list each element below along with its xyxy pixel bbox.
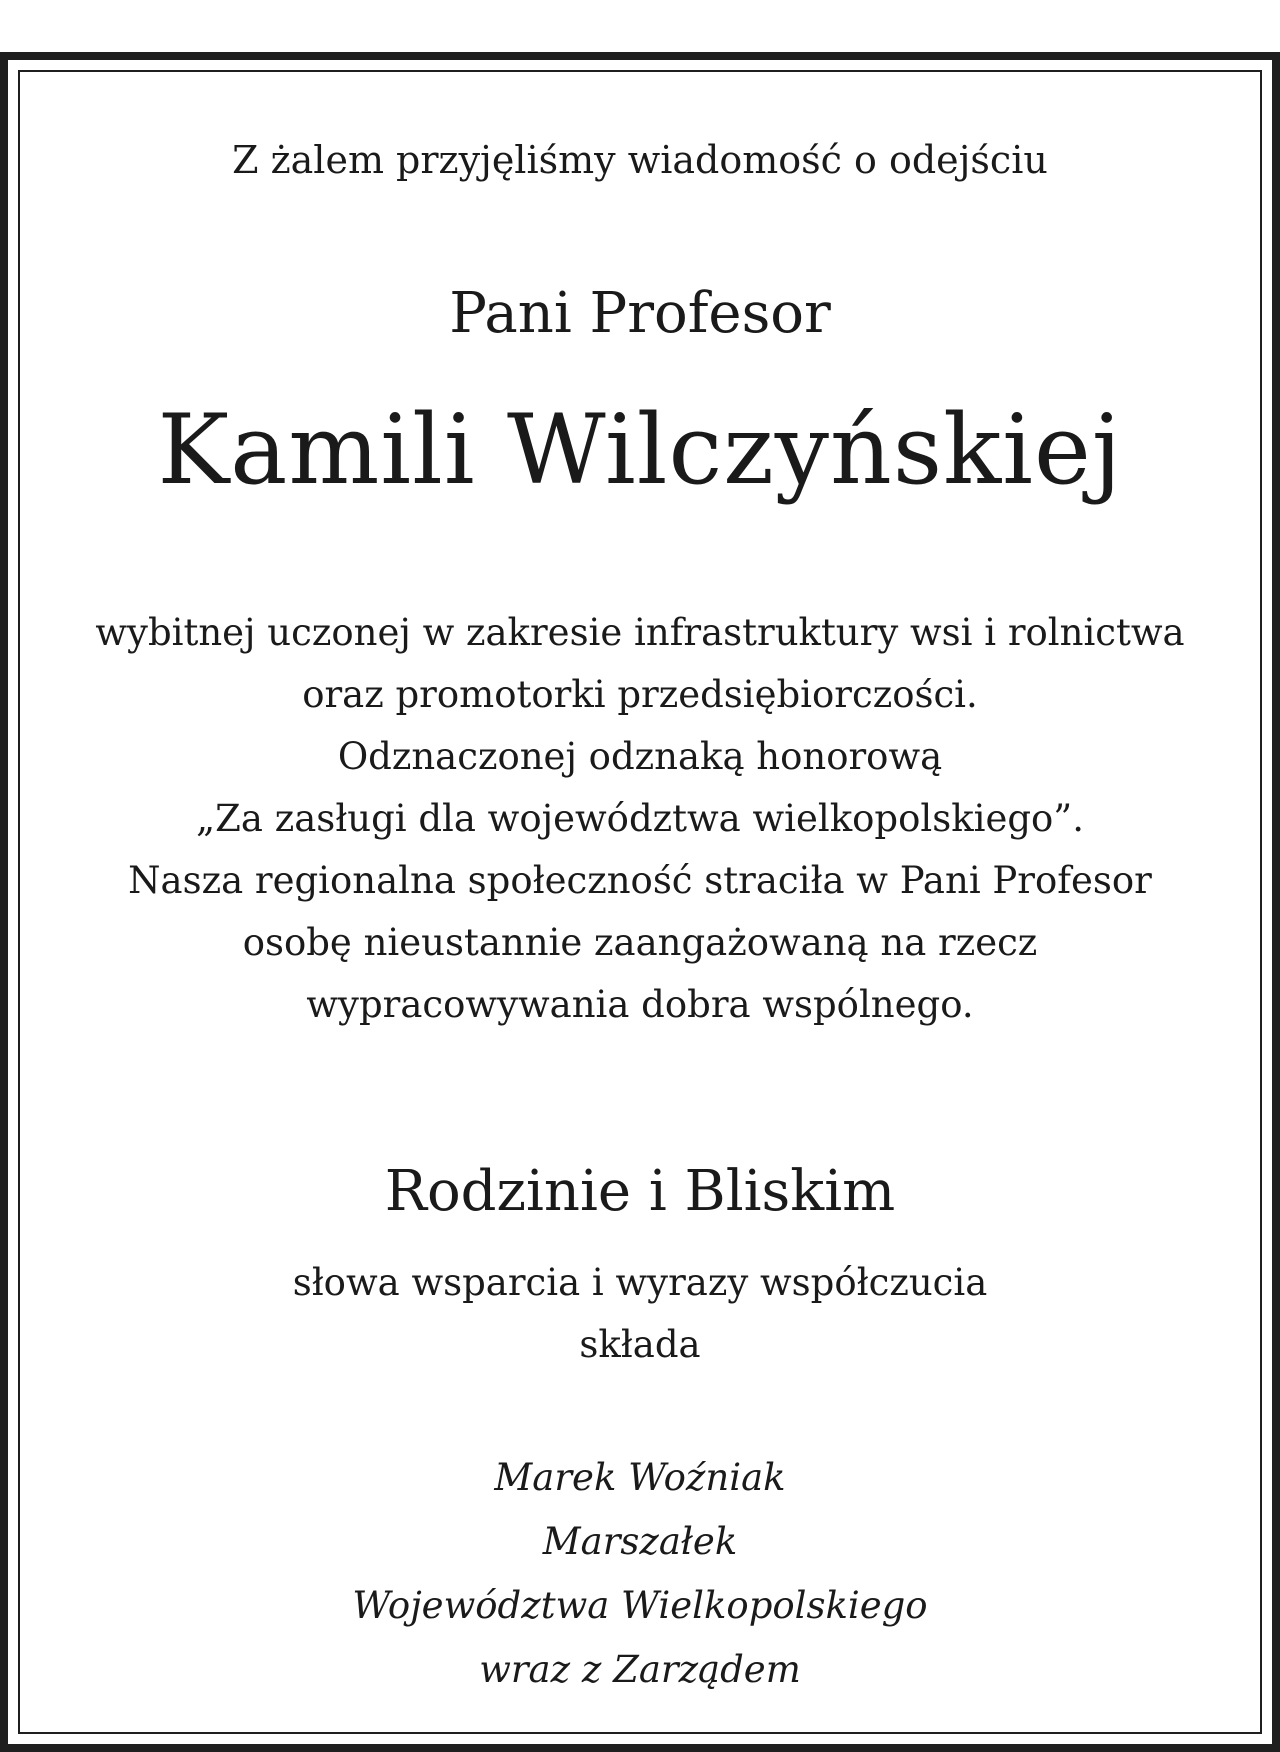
condolence-line: składa: [579, 1323, 701, 1366]
signature-line: Województwa Wielkopolskiego: [352, 1584, 928, 1627]
mourning-frame-outer: [0, 52, 1280, 1752]
mourning-frame-inner: [18, 70, 1262, 1734]
condolence-text: [20, 1252, 1260, 1376]
tribute-line: wybitnej uczonej w zakresie infrastruktury wsi i rolnictwa: [95, 611, 1185, 654]
condolence-line: słowa wsparcia i wyrazy współczucia: [292, 1261, 988, 1304]
tribute-line: Odznaczonej odznaką honorową: [337, 735, 943, 778]
tribute-paragraph: [20, 602, 1260, 1036]
tribute-line: oraz promotorki przedsiębiorczości.: [302, 673, 978, 716]
intro-text: Z żalem przyjęliśmy wiadomość o odejściu: [232, 138, 1048, 182]
signature-line: Marek Woźniak: [494, 1456, 786, 1499]
deceased-name: Kamili Wilczyńskiej: [157, 394, 1123, 506]
signature-block: [20, 1446, 1260, 1702]
signature-line: Marszałek: [542, 1520, 738, 1563]
tribute-line: osobę nieustannie zaangażowaną na rzecz: [242, 921, 1038, 964]
family-heading: Rodzinie i Bliskim: [384, 1159, 896, 1224]
tribute-line: Nasza regionalna społeczność straciła w Pani Profesor: [128, 859, 1152, 902]
tribute-line: wypracowywania dobra wspólnego.: [306, 983, 974, 1026]
tribute-line: „Za zasługi dla województwa wielkopolskiego”.: [196, 797, 1084, 840]
honorific-title: Pani Profesor: [449, 281, 831, 346]
signature-line: wraz z Zarządem: [479, 1648, 801, 1691]
